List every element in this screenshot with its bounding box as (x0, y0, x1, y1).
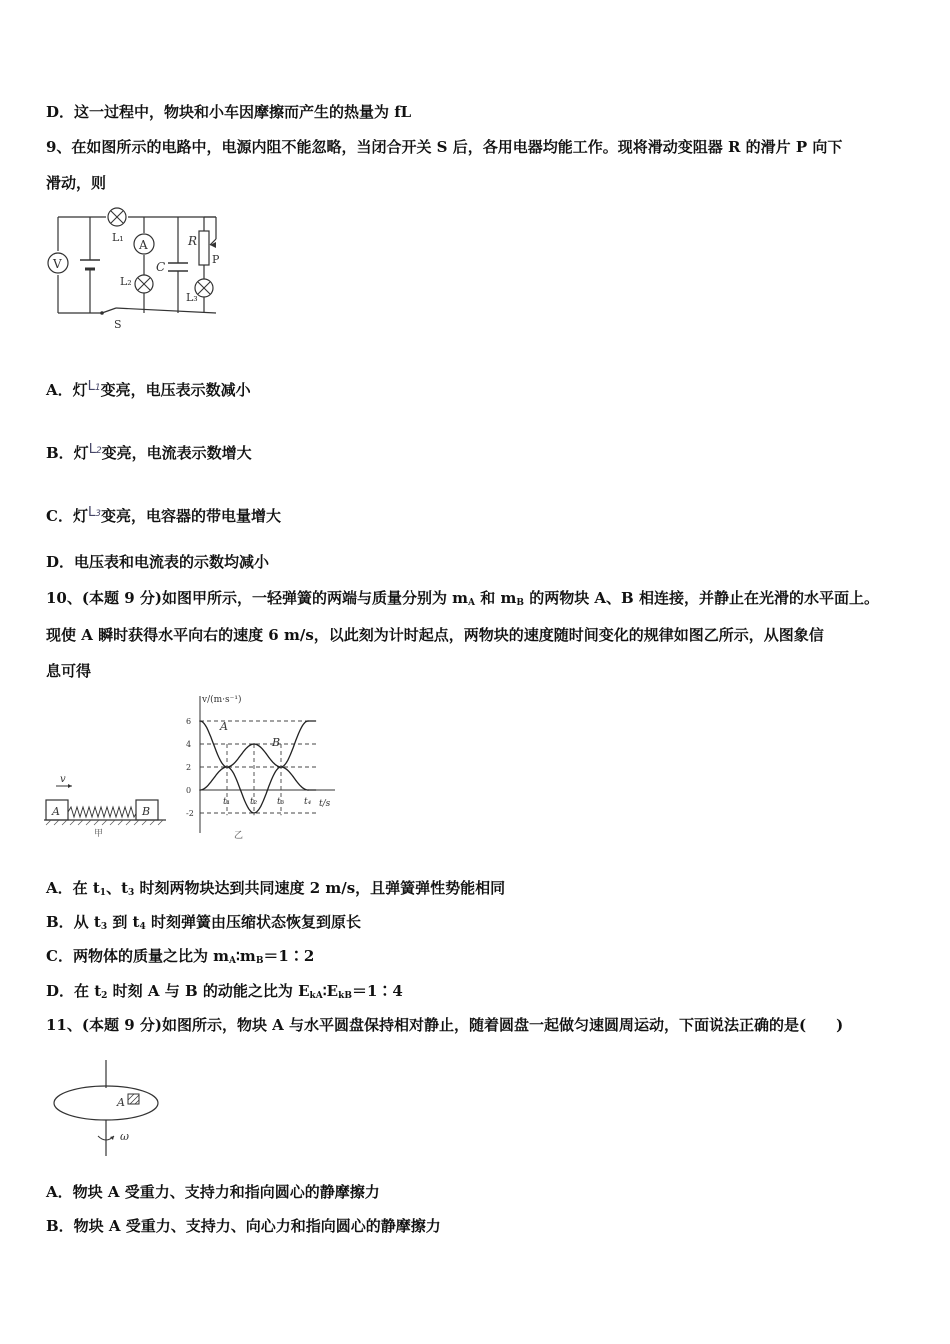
lamp-l2-inline-symbol: L2 (88, 442, 102, 457)
q10-option-d: D．在 $t_2$ 时刻 A 与 B 的动能之比为 $E_{kA}∶E_{kB}=1∶4$ (46, 982, 403, 1001)
velocity-arrow-icon (68, 784, 72, 788)
block-a-label: A (52, 805, 60, 818)
slider-arrow-icon (210, 242, 216, 248)
rheostat-symbol (199, 231, 209, 265)
q9-option-d: D．电压表和电流表的示数均减小 (46, 553, 270, 571)
x-tick-label: t₁ (223, 797, 231, 807)
q10-velocity-time-chart (180, 688, 350, 846)
ground-hatching (46, 820, 163, 825)
q9-option-a: A．灯L1变亮，电压表示数减小 (46, 379, 251, 399)
lamp-l3-inline-symbol: L3 (87, 505, 101, 520)
q8-option-d: D．这一过程中，物块和小车因摩擦而产生的热量为 fL (46, 103, 412, 121)
series-b-point (253, 743, 255, 745)
series-b-point (307, 789, 309, 791)
x-tick-label: t₂ (250, 797, 258, 807)
block-a-hatched (128, 1094, 139, 1104)
figure-jia-caption: 甲 (94, 829, 104, 839)
q10-stem-line3: 息可得 (46, 662, 92, 680)
lamp-l1-inline-symbol: L1 (87, 379, 101, 394)
series-a-label: A (220, 720, 228, 733)
lamp-l2-label: L₂ (120, 275, 132, 288)
series-b-point (280, 766, 282, 768)
y-tick-label: 0 (186, 786, 192, 795)
voltmeter-label: V (53, 257, 62, 271)
chart-caption: 乙 (234, 831, 244, 841)
q9-stem-line2: 滑动，则 (46, 174, 107, 192)
chart-axes (200, 696, 335, 833)
q11-turntable-figure (50, 1058, 170, 1158)
lamp-l3-label: L₃ (186, 291, 198, 304)
lamp-l2-symbol (135, 275, 153, 293)
series-a-point (253, 812, 255, 814)
rheostat-label: R (188, 234, 198, 248)
q11-option-b: B．物块 A 受重力、支持力、向心力和指向圆心的静摩擦力 (46, 1217, 441, 1235)
velocity-label: v (60, 774, 66, 785)
y-tick-label: 2 (186, 763, 192, 772)
x-axis-label: t/s (319, 799, 331, 809)
capacitor-label: C (156, 260, 166, 274)
slider-label: P (212, 253, 220, 266)
q10-option-c: C．两物体的质量之比为 $m_A∶m_B=1∶2$ (46, 947, 315, 966)
omega-label: ω (120, 1130, 129, 1143)
q10-stem-line2: 现使 A 瞬时获得水平向右的速度 6 m/s，以此刻为计时起点，两物块的速度随时间变化的规律如图乙所示，从图象信 (46, 626, 824, 644)
series-a-point (307, 720, 309, 722)
q10-stem-line1: 10、(本题 9 分)如图甲所示，一轻弹簧的两端与质量分别为 $m_A$ 和 $m_B$ 的两物块 A、B 相连接，并静止在光滑的水平面上。 (46, 589, 879, 608)
block-a-label: A (117, 1096, 125, 1109)
turntable-disc (54, 1086, 158, 1120)
q9-option-c: C．灯L3变亮，电容器的带电量增大 (46, 505, 281, 525)
x-tick-label: t₃ (277, 797, 285, 807)
switch-label: S (114, 318, 122, 331)
lamp-l1-label: L₁ (112, 231, 124, 244)
q10-figure-jia (42, 770, 172, 840)
ammeter-label: A (139, 238, 148, 252)
q9-stem-line1: 9、在如图所示的电路中，电源内阻不能忽略，当闭合开关 S 后，各用电器均能工作。现将滑动变阻器 R 的滑片 P 向下 (46, 138, 843, 156)
series-a-point (199, 720, 201, 722)
q11-option-a: A．物块 A 受重力、支持力和指向圆心的静摩擦力 (46, 1183, 380, 1201)
spring (68, 807, 137, 817)
block-b-label: B (142, 805, 151, 818)
series-b-point (199, 789, 201, 791)
y-axis-label: v/(m·s⁻¹) (202, 695, 242, 705)
series-b-label: B (272, 736, 281, 749)
q9-circuit-diagram (44, 205, 234, 333)
q11-stem: 11、(本题 9 分)如图所示，物块 A 与水平圆盘保持相对静止，随着圆盘一起做匀速圆周运动，下面说法正确的是( ) (46, 1016, 844, 1034)
y-tick-label: 6 (186, 717, 192, 726)
q9-option-b: B．灯L2变亮，电流表示数增大 (46, 442, 252, 462)
q10-option-a: A．在 $t_1$、$t_3$ 时刻两物块达到共同速度 2 m/s，且弹簧弹性势能相同 (46, 879, 506, 898)
lamp-l1-symbol (108, 208, 126, 226)
x-tick-label: t₄ (304, 797, 312, 807)
q10-option-b: B．从 $t_3$ 到 $t_4$ 时刻弹簧由压缩状态恢复到原长 (46, 913, 361, 932)
y-tick-label: -2 (186, 809, 194, 818)
series-b-point (226, 766, 228, 768)
rotation-arrow-icon (110, 1136, 114, 1140)
y-tick-label: 4 (186, 740, 192, 749)
switch-lever (102, 308, 116, 313)
